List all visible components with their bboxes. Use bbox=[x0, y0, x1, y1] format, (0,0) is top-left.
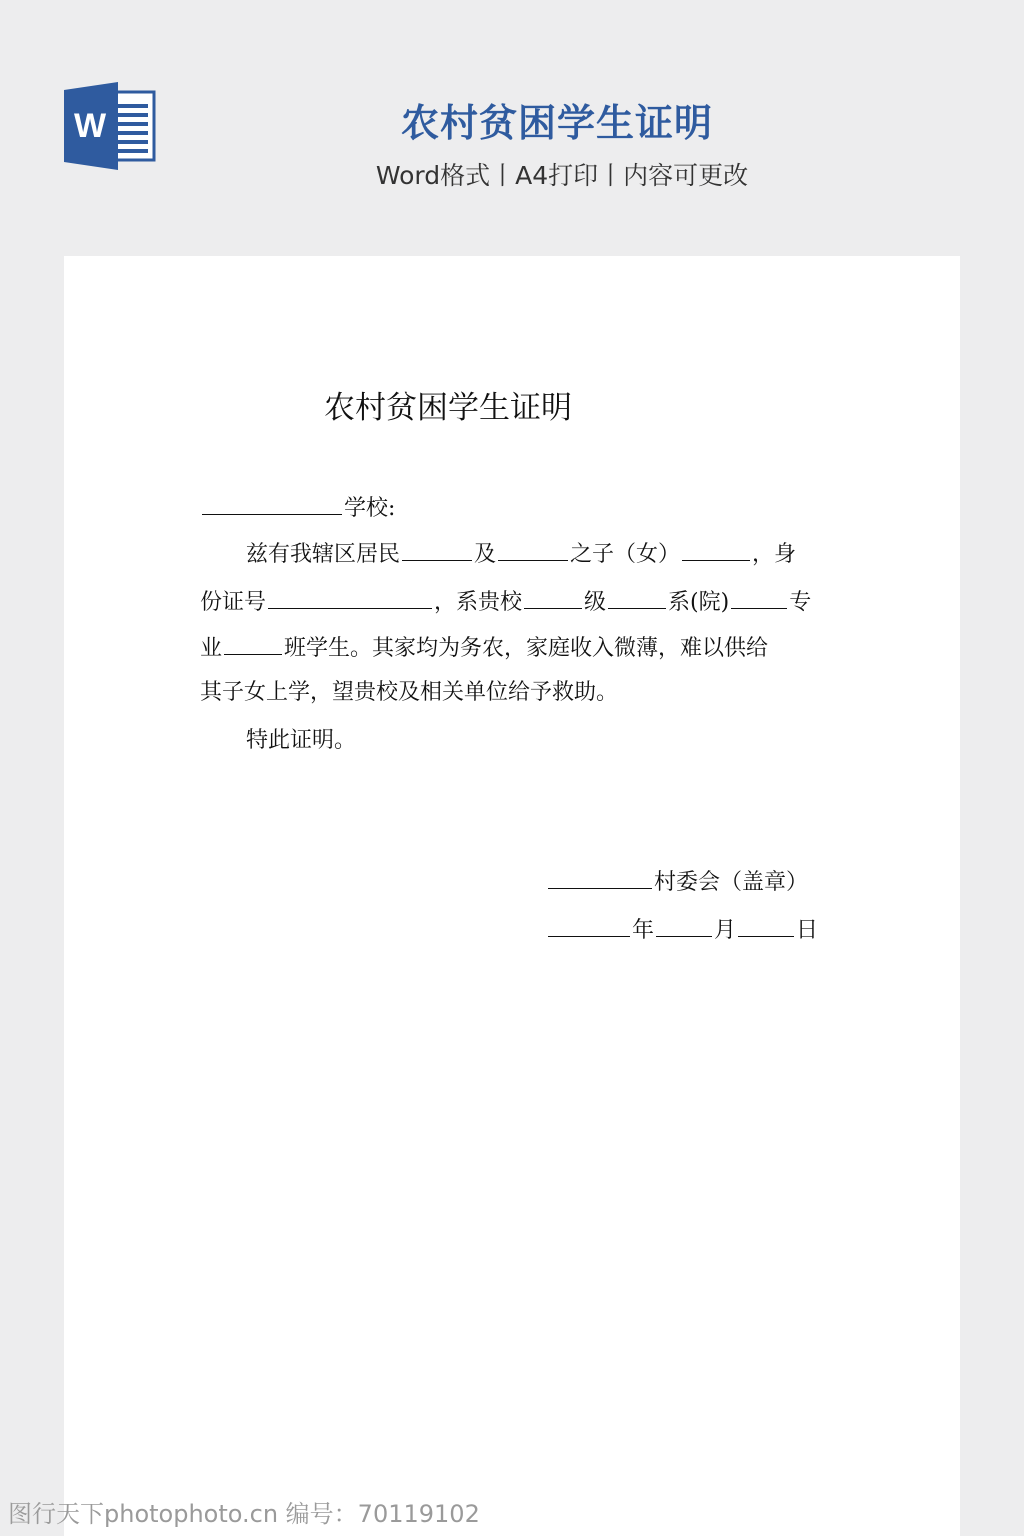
banner-subtitle: Word格式丨A4打印丨内容可更改 bbox=[375, 161, 749, 190]
department-blank[interactable] bbox=[608, 586, 666, 609]
paragraph-line-1 bbox=[200, 538, 876, 570]
grade-blank[interactable] bbox=[524, 586, 582, 609]
para-text: 其子女上学，望贵校及相关单位给予救助。 bbox=[200, 680, 619, 705]
watermark-text: 图行天下photophoto.cn 编号：70119102 bbox=[8, 1500, 480, 1528]
year-label: 年 bbox=[632, 918, 655, 943]
closing-line bbox=[200, 726, 876, 756]
paragraph-line-3 bbox=[200, 632, 830, 664]
para-text: 兹有我辖区居民 bbox=[246, 542, 401, 567]
para-text: 班学生。其家均为务农，家庭收入微薄，难以供给 bbox=[284, 636, 769, 661]
para-text: ，系贵校 bbox=[434, 590, 523, 615]
paragraph-line-4 bbox=[200, 678, 830, 708]
para-text: 业 bbox=[200, 636, 223, 661]
closing-text: 特此证明。 bbox=[246, 728, 357, 753]
paragraph-line-2 bbox=[200, 586, 830, 618]
para-text: 及 bbox=[474, 542, 497, 567]
month-blank[interactable] bbox=[656, 914, 712, 937]
resident-blank[interactable] bbox=[402, 538, 472, 561]
year-blank[interactable] bbox=[548, 914, 630, 937]
village-committee-blank[interactable] bbox=[548, 866, 652, 889]
id-number-blank[interactable] bbox=[268, 586, 432, 609]
para-text: 专 bbox=[789, 590, 812, 615]
document-title: 农村贫困学生证明 bbox=[324, 390, 572, 426]
day-blank[interactable] bbox=[738, 914, 794, 937]
signature-label: 村委会（盖章） bbox=[654, 870, 809, 895]
school-blank[interactable] bbox=[202, 492, 342, 515]
class-blank[interactable] bbox=[224, 632, 282, 655]
banner-title: 农村贫困学生证明 bbox=[400, 101, 713, 145]
month-label: 月 bbox=[714, 918, 737, 943]
salutation-line bbox=[200, 492, 830, 524]
resident2-blank[interactable] bbox=[498, 538, 568, 561]
major-blank[interactable] bbox=[731, 586, 787, 609]
signature-line bbox=[546, 866, 836, 898]
para-text: 级 bbox=[584, 590, 607, 615]
para-text: 之子（女） bbox=[570, 542, 681, 567]
date-line bbox=[546, 914, 836, 946]
para-text: 系(院) bbox=[668, 590, 730, 615]
word-document-icon bbox=[64, 82, 156, 170]
para-text: 份证号 bbox=[200, 590, 267, 615]
para-text: ，身 bbox=[752, 542, 797, 567]
day-label: 日 bbox=[796, 918, 819, 943]
salutation-label: 学校: bbox=[344, 496, 396, 521]
word-logo-letter: W bbox=[73, 107, 107, 145]
child-blank[interactable] bbox=[682, 538, 750, 561]
